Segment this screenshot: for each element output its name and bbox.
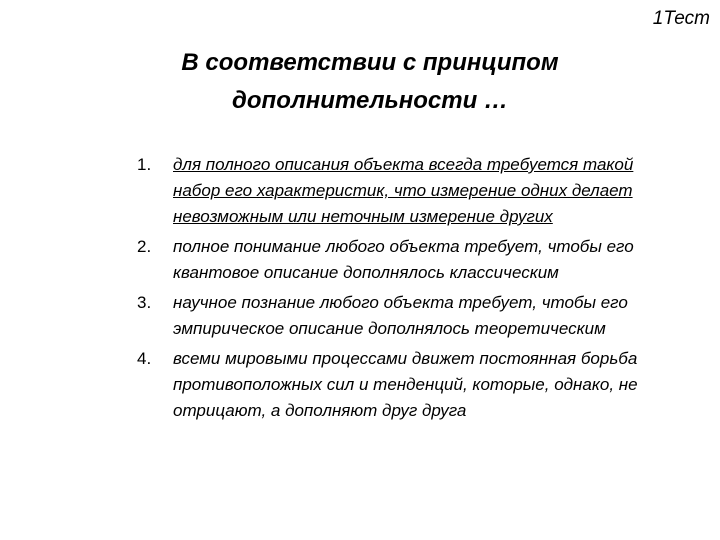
answer-option-2[interactable] (135, 234, 680, 286)
answer-number: 2. (137, 237, 152, 256)
answer-option-3[interactable] (135, 290, 680, 342)
answer-option-4[interactable] (135, 346, 680, 424)
answer-number: 4. (137, 349, 152, 368)
answer-option-1[interactable] (135, 152, 680, 230)
question-title: В соответствии с принципом дополнительности … (181, 49, 559, 114)
answer-list (135, 152, 680, 428)
answer-text: полное понимание любого объекта требует, чтобы его квантовое описание дополнялось классическим (173, 237, 634, 282)
test-number-label: 1Тест (652, 8, 710, 29)
answer-number: 1. (137, 155, 152, 174)
answer-text-correct: для полного описания объекта всегда требуется такой набор его характеристик, что измерение одних делает невозможным или неточным измерение других (173, 155, 634, 226)
answer-text: научное познание любого объекта требует, чтобы его эмпирическое описание дополнялось теоретическим (173, 293, 628, 338)
answer-text: всеми мировыми процессами движет постоянная борьба противоположных сил и тенденций, которые, однако, не отрицают, а дополняют друг друга (173, 349, 638, 420)
answer-number: 3. (137, 293, 152, 312)
